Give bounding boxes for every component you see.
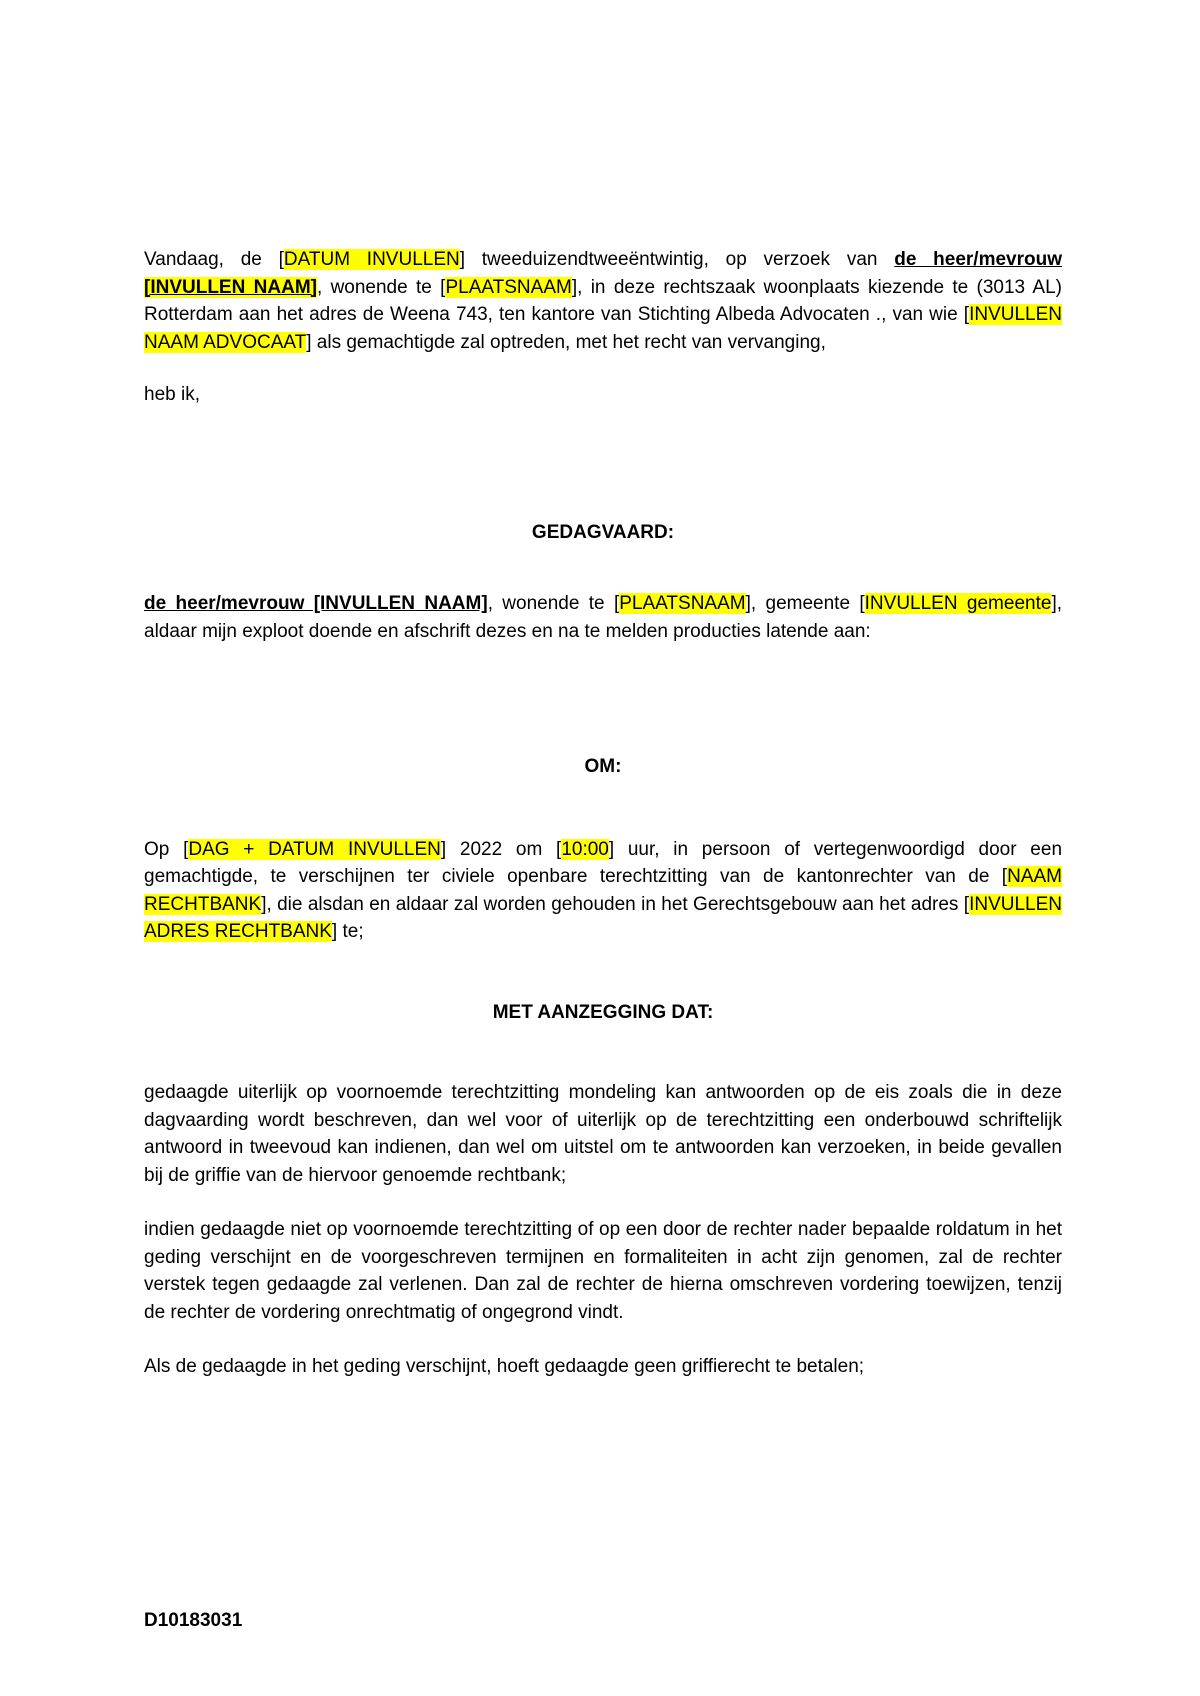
intro-text-1: Vandaag, de [ <box>144 249 284 270</box>
intro-paragraph <box>144 246 1062 356</box>
heb-ik-line: heb ik, <box>144 384 200 405</box>
hearing-text-5: ] te; <box>331 921 364 942</box>
paragraph-3: Als de gedaagde in het geding verschijnt, hoeft gedaagde geen griffierecht te betalen; <box>144 1356 865 1377</box>
heading-met-aanzegging: MET AANZEGGING DAT: <box>492 1001 714 1023</box>
municipality-placeholder: INVULLEN gemeente <box>864 593 1052 614</box>
day-date-placeholder: DAG + DATUM INVULLEN <box>188 838 441 860</box>
hearing-paragraph <box>144 836 1062 946</box>
hearing-text-1: Op [ <box>144 838 189 860</box>
hearing-text-3: ] uur, in persoon of vertegenwoordigd door een gemachtigde, te verschijnen ter civiele openbare terechtzitting van de kantonrechter van de [ <box>144 838 1063 887</box>
heading-gedagvaard: GEDAGVAARD: <box>531 521 675 543</box>
place-placeholder: PLAATSNAAM <box>445 276 572 298</box>
client-name-placeholder: [INVULLEN NAAM] <box>144 276 317 298</box>
intro-text-3: , wonende te [ <box>316 276 446 298</box>
document-body <box>144 246 1062 1381</box>
lawyer-placeholder: INVULLEN NAAM ADVOCAAT <box>144 304 1062 353</box>
defendant-name: de heer/mevrouw [INVULLEN NAAM] <box>144 593 488 614</box>
paragraph-1: gedaagde uiterlijk op voornoemde terechtzitting mondeling kan antwoorden op de eis zoals die in deze dagvaarding wordt beschreven, dan wel voor of uiterlijk op de terechtzitting een onderbouwd schriftelijk antwoord in tweevoud kan indienen, dan wel om uitstel om te antwoorden kan verzoeken, in beide gevallen bij de griffie van de hiervoor genoemde rechtbank; <box>144 1082 1062 1186</box>
hearing-text-2: ] 2022 om [ <box>440 838 562 860</box>
defendant-text-1: , wonende te [ <box>487 593 620 614</box>
paragraph-2: indien gedaagde niet op voornoemde terechtzitting of op een door de rechter nader bepaalde roldatum in het geding verschijnt en de voorgeschreven termijnen en formaliteiten in acht zijn genomen, zal de rechter verstek tegen gedaagde zal verlenen. Dan zal de rechter de hierna omschreven vordering toewijzen, tenzij de rechter de vordering onrechtmatig of ongegrond vindt. <box>144 1219 1062 1323</box>
client-label: de heer/mevrouw <box>894 249 1062 270</box>
hearing-text-4: ], die alsdan en aldaar zal worden gehouden in het Gerechtsgebouw aan het adres [ <box>261 893 970 915</box>
heading-om: OM: <box>584 756 622 777</box>
court-address-placeholder: INVULLEN ADRES RECHTBANK <box>144 893 1062 942</box>
defendant-place-placeholder: PLAATSNAAM <box>619 593 746 614</box>
defendant-text-2: ], gemeente [ <box>745 593 865 614</box>
court-placeholder: NAAM RECHTBANK <box>144 866 1062 915</box>
document-code: D10183031 <box>144 1610 243 1631</box>
defendant-text-3: ], aldaar mijn exploot doende en afschrift dezes en na te melden producties latende aan: <box>144 593 1062 642</box>
date-placeholder: DATUM INVULLEN <box>283 249 460 270</box>
time-placeholder: 10:00 <box>561 838 609 860</box>
intro-text-5: ] als gemachtigde zal optreden, met het recht van vervanging, <box>306 331 826 353</box>
intro-text-2: ] tweeduizendtweeëntwintig, op verzoek van <box>459 249 895 270</box>
defendant-paragraph <box>144 590 1062 645</box>
intro-text-4: ], in deze rechtszaak woonplaats kiezende te (3013 AL) Rotterdam aan het adres de Weena 743, ten kantore van Stichting Albeda Advocaten ., van wie [ <box>144 276 1062 325</box>
